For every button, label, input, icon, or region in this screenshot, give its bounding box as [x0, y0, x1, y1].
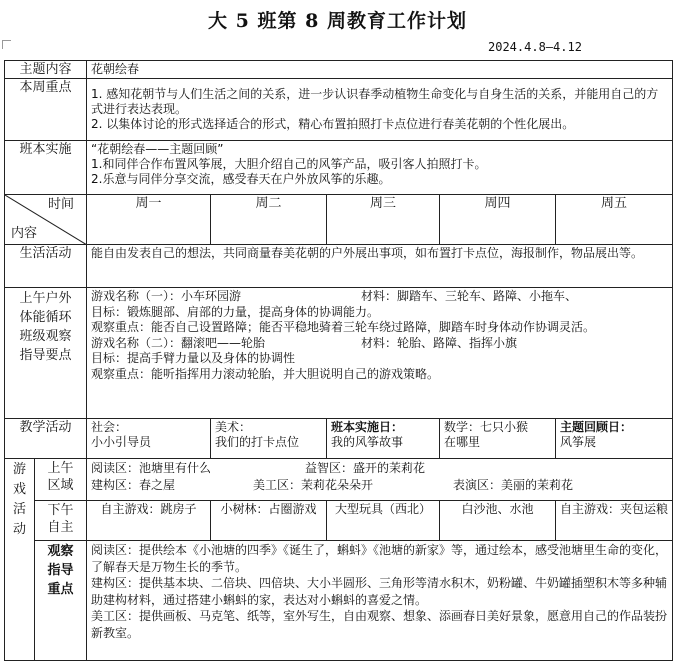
day-thursday: 周四 — [440, 195, 556, 245]
area-activity: 美丽的茉莉花 — [501, 478, 574, 492]
life-content: 能自由发表自己的想法，共同商量春美花朝的户外展出事项，如布置打卡点位，海报制作，物品展出等。 — [87, 245, 673, 288]
area-activity: 春之屋 — [139, 478, 176, 492]
area-name: 美工区： — [253, 478, 302, 492]
afternoon-label — [35, 501, 87, 541]
theme-value: 花朝绘春 — [87, 61, 673, 79]
afternoon-thursday: 白沙池、水池 — [440, 501, 556, 541]
game1-goal: 目标：锻炼腿部、肩部的力量，提高身体的协调能力。 — [91, 304, 380, 319]
teaching-subject: 社会： — [91, 420, 128, 434]
games-label-char: 戏 — [12, 482, 26, 497]
outdoor-label-line: 班级观察 — [19, 329, 72, 344]
afternoon-monday: 自主游戏：跳房子 — [87, 501, 211, 541]
impl-line-2: 1.和同伴合作布置风筝展，大胆介绍自己的风筝产品，吸引客人拍照打卡。 — [91, 157, 487, 171]
morning-areas-line-2 — [91, 477, 668, 494]
afternoon-label-line: 下午 — [47, 503, 74, 518]
observe-label-line: 指导 — [47, 563, 74, 578]
theme-row — [5, 61, 673, 79]
day-friday: 周五 — [556, 195, 673, 245]
area-activity: 盛开的茉莉花 — [353, 461, 426, 475]
games-label-char: 活 — [12, 502, 26, 517]
morning-areas-line-1 — [91, 460, 668, 477]
teaching-topic: 我们的打卡点位 — [215, 435, 300, 449]
area-activity: 茉莉花朵朵开 — [301, 478, 374, 492]
perform-area — [453, 477, 573, 494]
day-wednesday: 周三 — [327, 195, 440, 245]
game2-header — [91, 336, 668, 352]
game1-header — [91, 289, 668, 305]
area-name: 表演区： — [453, 478, 502, 492]
teaching-subject: 数学：七只小猴 — [444, 420, 529, 434]
games-label-char: 游 — [12, 462, 26, 477]
observe-content — [87, 541, 673, 661]
area-activity: 池塘里有什么 — [139, 461, 212, 475]
observe-art: 美工区：提供画板、马克笔、纸等，室外写生，自由观察、想象、添画春日美好景象，愿意用自己的作品装扮新教室。 — [91, 609, 668, 640]
focus-row — [5, 79, 673, 141]
puzzle-area — [305, 460, 425, 477]
teaching-label: 教学活动 — [5, 419, 87, 459]
game2-name: 游戏名称（二）：翻滚吧——轮胎 — [91, 335, 266, 350]
afternoon-wednesday: 大型玩具（西北） — [327, 501, 440, 541]
observe-label — [35, 541, 87, 661]
teaching-topic: 我的风筝故事 — [331, 435, 404, 449]
focus-line-2: 2. 以集体讨论的形式选择适合的形式，精心布置拍照打卡点位进行春美花朝的个性化展出。 — [91, 117, 575, 131]
games-label-char: 动 — [12, 522, 26, 537]
life-label: 生活活动 — [5, 245, 87, 288]
game1-material: 材料：脚踏车、三轮车、路障、小拖车、 — [361, 289, 578, 303]
afternoon-tuesday: 小树林：占圈游戏 — [211, 501, 327, 541]
game2-observe: 观察重点：能听指挥用力滚动轮胎，并大胆说明自己的游戏策略。 — [91, 366, 440, 381]
impl-line-3: 2.乐意与同伴分享交流，感受春天在户外放风筝的乐趣。 — [91, 172, 391, 186]
teaching-topic: 小小引导员 — [91, 435, 152, 449]
life-row — [5, 245, 673, 288]
observe-building: 建构区：提供基本块、二倍块、四倍块、大小半圆形、三角形等清水积木，奶粉罐、牛奶罐插塑积木等多种辅助建构材料，通过搭建小蝌蚪的家，表达对小蝌蚪的喜爱之情。 — [91, 576, 668, 607]
morning-label — [35, 459, 87, 501]
games-label — [5, 459, 35, 661]
impl-row — [5, 141, 673, 195]
outdoor-label-line: 指导要点 — [19, 348, 72, 363]
area-name: 阅读区： — [91, 461, 140, 475]
outdoor-row — [5, 288, 673, 419]
teaching-monday — [87, 419, 211, 459]
afternoon-label-line: 自主 — [47, 520, 74, 535]
teaching-subject: 主题回顾日： — [560, 420, 633, 434]
header-time-label: 时间 — [48, 197, 75, 212]
day-tuesday: 周二 — [211, 195, 327, 245]
header-content-label: 内容 — [11, 226, 38, 241]
game2-material: 材料：轮胎、路障、指挥小旗 — [361, 335, 518, 350]
outdoor-label-line: 上午户外 — [19, 291, 72, 306]
afternoon-friday: 自主游戏：夹包运粮 — [556, 501, 673, 541]
outdoor-content — [87, 288, 673, 419]
observe-label-line: 观察 — [47, 544, 74, 559]
impl-line-1: “花朝绘春——主题回顾” — [91, 142, 224, 156]
teaching-wednesday — [327, 419, 440, 459]
game1-observe: 观察重点：能否自己设置路障；能否平稳地骑着三轮车绕过路障，脚踏车时身体动作协调灵活。 — [91, 320, 596, 335]
area-name: 益智区： — [305, 461, 354, 475]
teaching-subject: 班本实施日： — [331, 420, 404, 434]
focus-label: 本周重点 — [5, 79, 87, 141]
teaching-thursday — [440, 419, 556, 459]
teaching-topic: 在哪里 — [444, 435, 481, 449]
outdoor-label — [5, 288, 87, 419]
observe-row — [5, 541, 673, 661]
teaching-subject: 美术： — [215, 420, 252, 434]
outdoor-label-line: 体能循环 — [19, 310, 72, 325]
focus-line-1: 1. 感知花朝节与人们生活之间的关系，进一步认识春季动植物生命变化与自身生活的关系，并能用自己的方式进行表达表现。 — [91, 87, 659, 116]
observe-label-line: 重点 — [47, 582, 74, 597]
plan-table — [4, 60, 673, 661]
diagonal-header-cell — [5, 195, 87, 245]
impl-label: 班本实施 — [5, 141, 87, 195]
teaching-topic: 风筝展 — [560, 435, 597, 449]
focus-content — [87, 79, 673, 141]
reading-area — [91, 460, 305, 477]
teaching-tuesday — [211, 419, 327, 459]
craft-area — [253, 477, 453, 494]
weekday-header-row — [5, 195, 673, 245]
afternoon-row — [5, 501, 673, 541]
morning-areas — [87, 459, 673, 501]
impl-content — [87, 141, 673, 195]
page-corner-mark — [2, 40, 11, 49]
date-range: 2024.4.8—4.12 — [488, 40, 582, 54]
page-title: 大 5 班第 8 周教育工作计划 — [208, 10, 467, 32]
area-name: 建构区： — [91, 478, 140, 492]
morning-label-line: 上午 — [47, 461, 74, 476]
teaching-row — [5, 419, 673, 459]
observe-reading: 阅读区：提供绘本《小池塘的四季》《诞生了，蝌蚪》《池塘的新家》等，通过绘本，感受池塘里生命的变化，了解春天是万物生长的季节。 — [91, 543, 668, 574]
game1-name: 游戏名称（一）：小车环园游 — [91, 289, 242, 303]
teaching-friday — [556, 419, 673, 459]
theme-label: 主题内容 — [5, 61, 87, 79]
day-monday: 周一 — [87, 195, 211, 245]
game2-goal: 目标：提高手臂力量以及身体的协调性 — [91, 351, 296, 366]
morning-area-row — [5, 459, 673, 501]
build-area — [91, 477, 253, 494]
morning-label-line: 区域 — [47, 478, 74, 493]
